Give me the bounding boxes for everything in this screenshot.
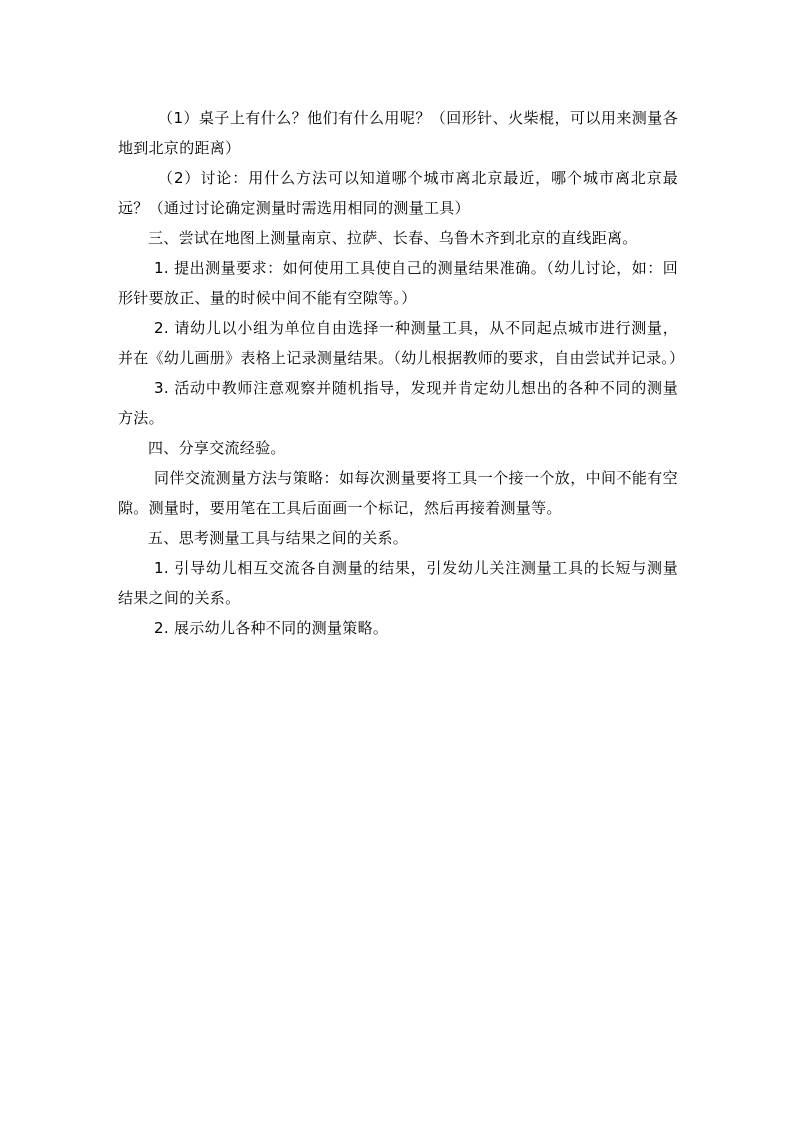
section-heading-4: 四、分享交流经验。 bbox=[148, 439, 286, 457]
paragraph-question-1: （1）桌子上有什么？他们有什么用呢？（回形针、火柴棍，可以用来测量各地到北京的距离） bbox=[118, 109, 678, 157]
paragraph-guide-2: 2. 展示幼儿各种不同的测量策略。 bbox=[154, 619, 389, 637]
paragraph-question-2: （2）讨论：用什么方法可以知道哪个城市离北京最近，哪个城市离北京最远？（通过讨论确定测量时需选用相同的测量工具） bbox=[118, 169, 678, 217]
paragraph-guide-1: 1. 引导幼儿相互交流各自测量的结果，引发幼儿关注测量工具的长短与测量结果之间的关系。 bbox=[118, 559, 678, 607]
document-body bbox=[118, 103, 685, 643]
paragraph-sharing: 同伴交流测量方法与策略：如每次测量要将工具一个接一个放，中间不能有空隙。测量时，要用笔在工具后面画一个标记，然后再接着测量等。 bbox=[118, 469, 678, 517]
section-heading-3: 三、尝试在地图上测量南京、拉萨、长春、乌鲁木齐到北京的直线距离。 bbox=[148, 229, 638, 247]
paragraph-step-1: 1. 提出测量要求：如何使用工具使自己的测量结果准确。（幼儿讨论，如：回形针要放正、量的时候中间不能有空隙等。） bbox=[118, 259, 678, 307]
section-heading-5: 五、思考测量工具与结果之间的关系。 bbox=[148, 529, 409, 547]
paragraph-step-2: 2. 请幼儿以小组为单位自由选择一种测量工具，从不同起点城市进行测量，并在《幼儿画册》表格上记录测量结果。（幼儿根据教师的要求，自由尝试并记录。） bbox=[118, 319, 685, 367]
paragraph-step-3: 3. 活动中教师注意观察并随机指导，发现并肯定幼儿想出的各种不同的测量方法。 bbox=[118, 379, 678, 427]
